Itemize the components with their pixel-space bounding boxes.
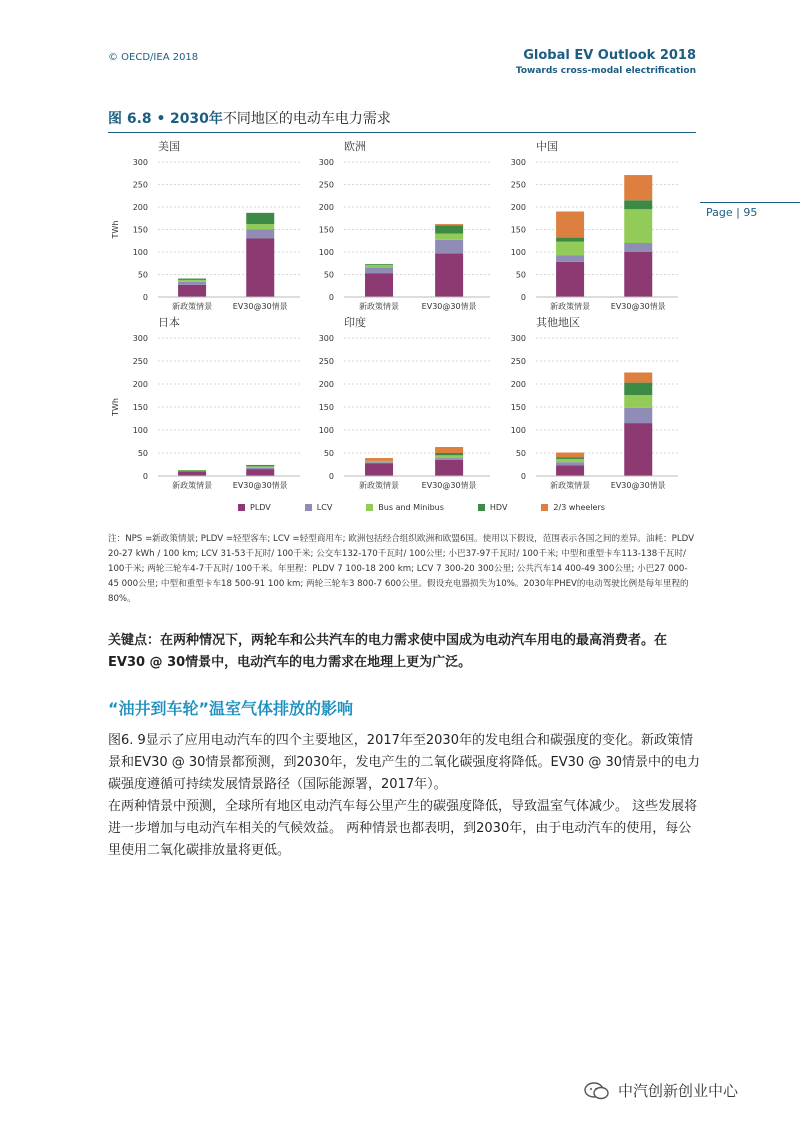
bar-segment: [246, 213, 274, 224]
x-tick-label: EV30@30情景: [610, 302, 666, 311]
y-tick-label: 200: [318, 380, 334, 389]
chart-title: 印度: [344, 316, 366, 329]
chart-title: 日本: [158, 316, 180, 329]
y-tick-label: 200: [132, 380, 148, 389]
y-tick-label: 100: [132, 248, 148, 257]
figure-number: 图 6.8 •: [108, 111, 166, 127]
bar-segment: [435, 447, 463, 453]
y-tick-label: 300: [510, 334, 526, 343]
bar-segment: [624, 175, 652, 200]
y-tick-label: 250: [510, 180, 526, 190]
x-tick-label: 新政策情景: [359, 302, 400, 311]
bar-segment: [556, 212, 584, 238]
legend-label: HDV: [489, 503, 508, 512]
bar-segment: [435, 225, 463, 233]
y-tick-label: 250: [318, 357, 334, 366]
bar-segment: [178, 471, 206, 476]
y-tick-label: 100: [510, 426, 526, 435]
y-tick-label: 150: [510, 225, 526, 235]
body-text: [108, 730, 700, 862]
y-tick-label: 300: [510, 158, 526, 167]
demand-charts: [0, 0, 800, 520]
bar-segment: [365, 463, 393, 476]
chart-panel: [319, 315, 490, 490]
bar-segment: [435, 455, 463, 458]
bar-segment: [178, 282, 206, 285]
y-tick-label: 200: [318, 203, 334, 212]
x-tick-label: EV30@30情景: [232, 481, 288, 490]
y-tick-label: 200: [132, 203, 148, 212]
bar-segment: [365, 461, 393, 462]
bar-segment: [556, 255, 584, 262]
y-tick-label: 0: [520, 472, 526, 481]
y-tick-label: 300: [132, 334, 148, 343]
paragraph: 在两种情景中预测，全球所有地区电动汽车每公里产生的碳强度降低，导致温室气体减少。 这些发展将进一步增加与电动汽车相关的气候效益。 两种情景也都表明，到2030年，由于电动汽车的使用，每公里使用二氧化碳排放量将更低。: [108, 799, 698, 858]
wechat-icon: [584, 1082, 610, 1100]
bar-segment: [435, 253, 463, 297]
legend-label: PLDV: [250, 503, 271, 512]
figure-year: 2030年: [169, 111, 223, 127]
y-tick-label: 150: [510, 403, 526, 412]
y-tick-label: 100: [510, 248, 526, 257]
y-tick-label: 0: [328, 472, 334, 481]
bar-segment: [556, 459, 584, 462]
y-tick-label: 150: [318, 403, 334, 412]
bar-segment: [556, 262, 584, 297]
y-tick-label: 250: [132, 180, 148, 190]
chart-panel: [319, 139, 490, 311]
bar-segment: [178, 279, 206, 280]
chart-panel: [511, 315, 678, 490]
bar-segment: [365, 267, 393, 273]
y-tick-label: 200: [510, 380, 526, 389]
legend-swatch: [478, 504, 485, 511]
bar-segment: [624, 373, 652, 383]
y-tick-label: 250: [132, 357, 148, 366]
y-tick-label: 0: [328, 293, 334, 302]
chart-title: 欧洲: [344, 140, 366, 153]
bar-segment: [435, 458, 463, 460]
bar-segment: [556, 453, 584, 458]
y-tick-label: 50: [515, 270, 526, 280]
bar-segment: [556, 465, 584, 476]
y-tick-label: 250: [318, 180, 334, 190]
bar-segment: [246, 469, 274, 476]
x-tick-label: 新政策情景: [172, 302, 213, 311]
y-tick-label: 100: [318, 248, 334, 257]
figure-caption: 不同地区的电动车电力需求: [222, 111, 391, 127]
bar-segment: [624, 408, 652, 423]
bar-segment: [178, 285, 206, 297]
bar-segment: [624, 252, 652, 297]
y-axis-label: TWh: [111, 398, 120, 416]
chart-legend: [238, 503, 639, 512]
section-heading: “油井到车轮”温室气体排放的影响: [108, 699, 354, 718]
y-tick-label: 0: [142, 472, 148, 481]
watermark-text: 中汽创新创业中心: [618, 1082, 739, 1100]
legend-item: [478, 503, 508, 512]
watermark: [584, 1080, 738, 1101]
bar-segment: [435, 240, 463, 254]
legend-label: LCV: [316, 503, 333, 512]
bar-segment: [556, 242, 584, 256]
y-tick-label: 50: [137, 449, 148, 458]
y-tick-label: 50: [137, 270, 148, 280]
bar-segment: [624, 423, 652, 476]
bar-segment: [624, 383, 652, 395]
figure-notes: 注：NPS =新政策情景; PLDV =轻型客车; LCV =轻型商用车; 欧洲包括经合组织欧洲和欧盟6国。使用以下假设，范围表示各国之间的差异。油耗：PLDV 20-27 kWh / 100 km; LCV 31-53千瓦时/ 100千米; 公交车132-170千瓦时/ 100公里; 小巴37-97千瓦时/ 100千米; 中型和重型卡车113-138千瓦时/ 100千米; 两轮三轮车4-7千瓦时/ 100千米。年里程：PLDV 7 100-18 200 km; LCV 7 300-20 300公里; 公共汽车14 400-49 300公里; 小巴27 000-45 000公里; 中型和重型卡车18 500-91 100 km; 两轮三轮车3 800-7 600公里。假设充电器损失为10%。2030年PHEV的电动驾驶比例是每年里程的80%。: [108, 534, 694, 604]
legend-label: Bus and Minibus: [378, 503, 444, 512]
legend-item: [541, 503, 604, 512]
legend-item: [305, 503, 333, 512]
y-tick-label: 50: [323, 270, 334, 280]
bar-segment: [435, 453, 463, 455]
bar-segment: [435, 234, 463, 240]
page-number: Page | 95: [706, 206, 758, 219]
bar-segment: [246, 230, 274, 239]
legend-swatch: [366, 504, 373, 511]
y-tick-label: 300: [132, 158, 148, 167]
y-tick-label: 50: [515, 449, 526, 458]
legend-swatch: [305, 504, 312, 511]
chart-title: 其他地区: [536, 316, 580, 329]
bar-segment: [246, 465, 274, 466]
y-tick-label: 200: [510, 203, 526, 212]
bar-segment: [365, 458, 393, 461]
legend-label: 2/3 wheelers: [553, 503, 605, 512]
y-tick-label: 250: [510, 357, 526, 366]
bar-segment: [624, 243, 652, 252]
y-tick-label: 150: [132, 403, 148, 412]
y-tick-label: 150: [318, 225, 334, 235]
bar-segment: [556, 238, 584, 242]
x-tick-label: EV30@30情景: [610, 481, 666, 490]
bar-segment: [365, 273, 393, 297]
x-tick-label: EV30@30情景: [232, 302, 288, 311]
x-tick-label: EV30@30情景: [421, 481, 477, 490]
bar-segment: [435, 460, 463, 476]
x-tick-label: 新政策情景: [550, 481, 591, 490]
x-tick-label: 新政策情景: [550, 302, 591, 311]
copyright-label: © OECD/IEA 2018: [108, 52, 199, 63]
bar-segment: [624, 395, 652, 408]
legend-swatch: [238, 504, 245, 511]
legend-swatch: [541, 504, 548, 511]
report-subtitle: Towards cross-modal electrification: [515, 66, 696, 76]
report-title: Global EV Outlook 2018: [523, 48, 696, 63]
chart-panel: [111, 315, 300, 490]
bar-segment: [365, 264, 393, 265]
chart-title: 美国: [158, 140, 180, 153]
bar-segment: [178, 280, 206, 282]
y-tick-label: 0: [142, 293, 148, 302]
y-tick-label: 100: [132, 426, 148, 435]
legend-item: [238, 503, 271, 512]
key-point: 关键点：在两种情况下，两轮车和公共汽车的电力需求使中国成为电动汽车用电的最高消费者。在EV30 @ 30情景中，电动汽车的电力需求在地理上更为广泛。: [108, 633, 668, 670]
legend-item: [366, 503, 444, 512]
y-tick-label: 50: [323, 449, 334, 458]
x-tick-label: 新政策情景: [172, 481, 213, 490]
paragraph: 图6. 9显示了应用电动汽车的四个主要地区，2017年至2030年的发电组合和碳强度的变化。新政策情景和EV30 @ 30情景都预测，到2030年，发电产生的二氧化碳强度将降低。EV30 @ 30情景中的电力碳强度遵循可持续发展情景路径（国际能源署，2017年）。: [108, 733, 700, 792]
y-tick-label: 300: [318, 334, 334, 343]
bar-segment: [556, 457, 584, 459]
y-tick-label: 0: [520, 293, 526, 302]
y-tick-label: 150: [132, 225, 148, 235]
chart-panel: [111, 140, 300, 311]
bar-segment: [246, 224, 274, 229]
x-tick-label: EV30@30情景: [421, 302, 477, 311]
bar-segment: [624, 209, 652, 243]
bar-segment: [556, 462, 584, 465]
y-tick-label: 100: [318, 426, 334, 435]
y-axis-label: TWh: [111, 220, 120, 239]
bar-segment: [246, 466, 274, 467]
bar-segment: [365, 265, 393, 267]
bar-segment: [435, 224, 463, 225]
x-tick-label: 新政策情景: [359, 481, 400, 490]
bar-segment: [246, 468, 274, 469]
chart-panel: [511, 139, 678, 311]
bar-segment: [246, 239, 274, 298]
y-tick-label: 300: [318, 158, 334, 167]
chart-title: 中国: [536, 140, 558, 153]
bar-segment: [624, 200, 652, 209]
bar-segment: [365, 462, 393, 463]
